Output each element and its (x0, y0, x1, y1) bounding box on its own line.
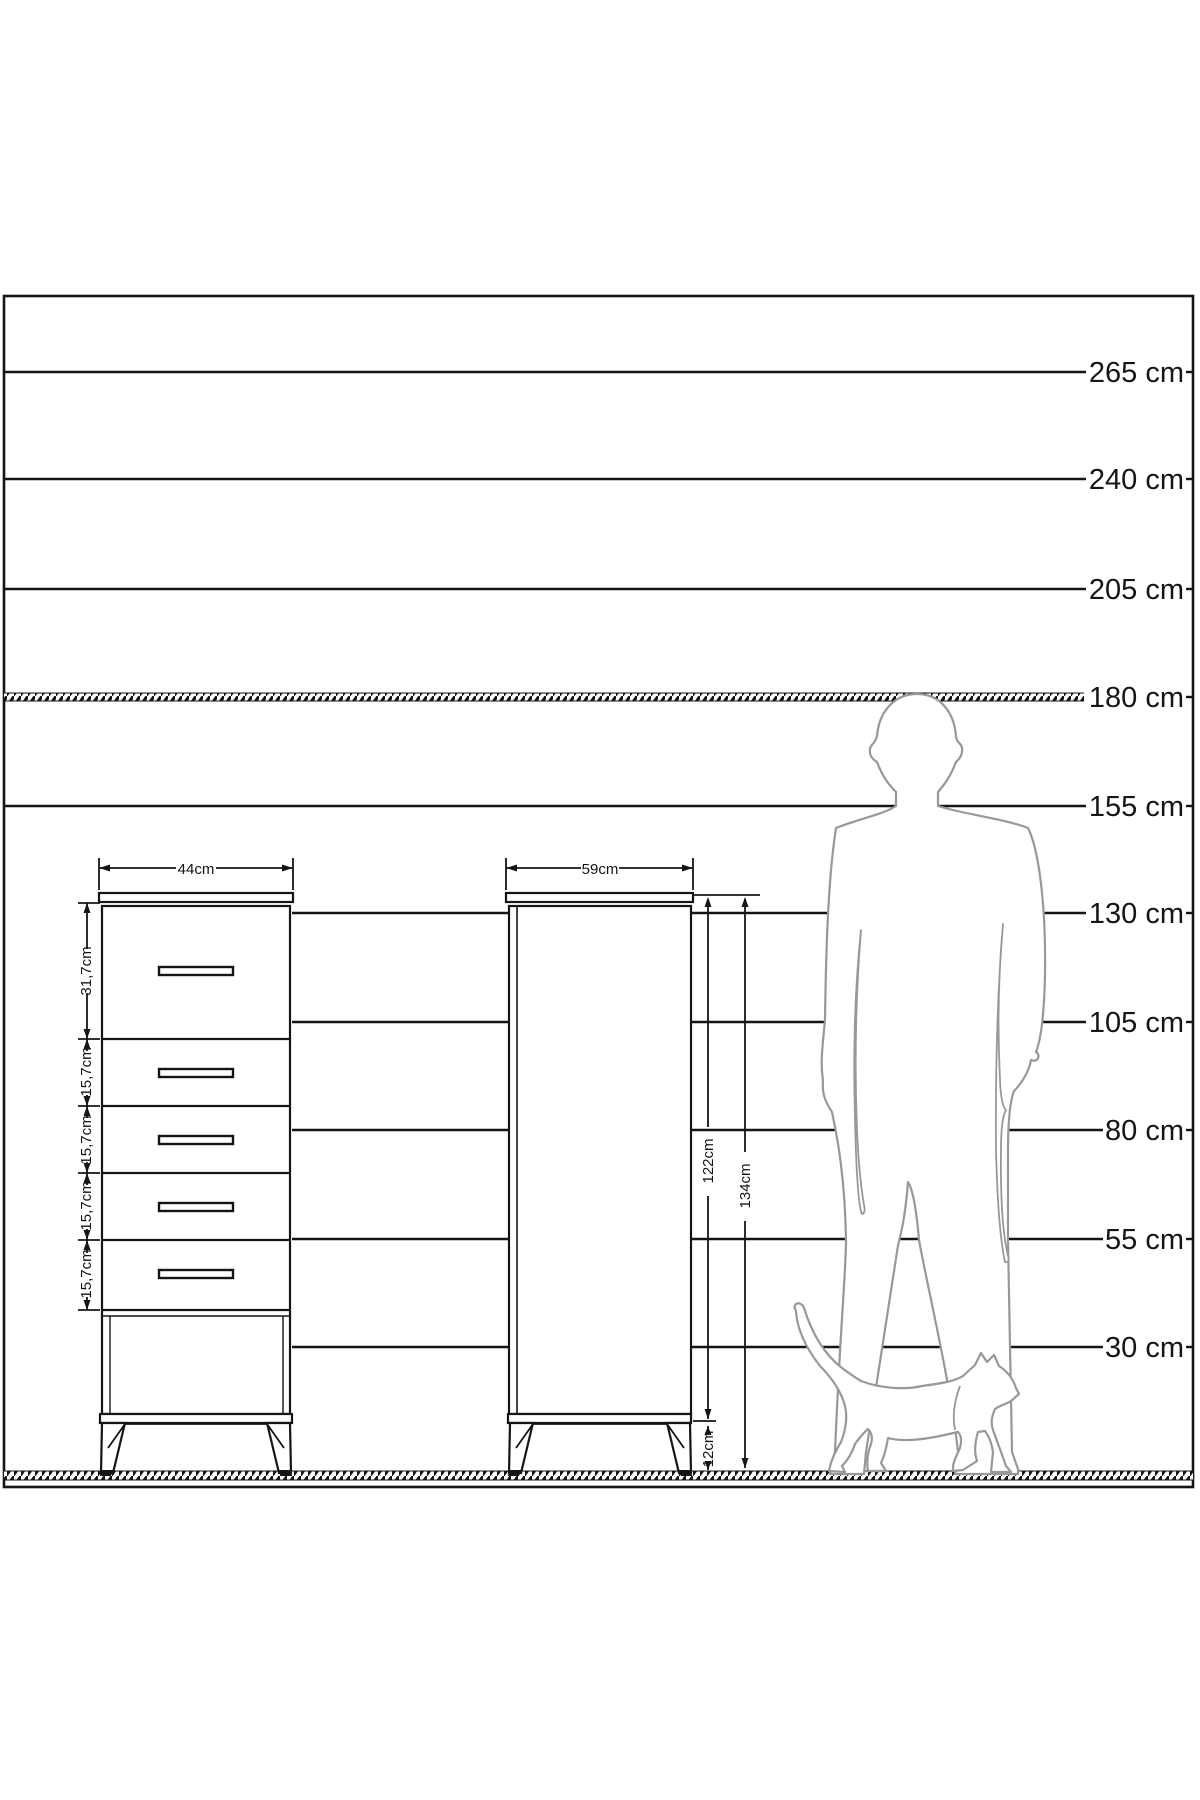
dim-depth-59 (506, 858, 693, 890)
arrow-down-icon (742, 1458, 749, 1468)
arrow-down-icon (705, 1409, 712, 1419)
dim-label-122: 122cm (700, 1138, 717, 1184)
right-cabinet-plinth (508, 1414, 691, 1423)
dim-label-59: 59cm (581, 861, 619, 878)
arrow-up-icon (742, 897, 749, 907)
dim-label-12: 12cm (700, 1430, 717, 1468)
scale-label-265: 265 cm (1088, 357, 1184, 389)
drawer-dim-4: 15,7cm (78, 1181, 95, 1231)
right-cabinet (506, 893, 693, 1476)
drawer-dimension-chain (78, 903, 100, 1310)
human-silhouette (822, 694, 1045, 1474)
left-cabinet-body (102, 906, 290, 1414)
right-cabinet-top-panel (506, 893, 693, 902)
left-cabinet-foot-left (100, 1470, 113, 1476)
drawer-handle-4 (159, 1203, 233, 1211)
left-cabinet (99, 893, 293, 1476)
arrow-right-icon (682, 865, 693, 872)
arrow-down-icon (84, 1029, 91, 1039)
right-cabinet-foot-right (679, 1470, 692, 1476)
drawer-dim-1: 31,7cm (78, 946, 95, 996)
scale-label-30: 30 cm (1105, 1332, 1184, 1364)
drawer-dim-3: 15,7cm (78, 1115, 95, 1165)
height-dimensions (693, 895, 760, 1470)
drawer-handle-1 (159, 967, 233, 975)
scale-label-205: 205 cm (1088, 574, 1184, 606)
drawer-handle-5 (159, 1270, 233, 1278)
drawer-handle-2 (159, 1069, 233, 1077)
scale-label-240: 240 cm (1088, 464, 1184, 496)
arrow-left-icon (506, 865, 517, 872)
arrow-up-icon (84, 1240, 91, 1250)
drawer-dim-2: 15,7cm (78, 1047, 95, 1097)
arrow-up-icon (84, 903, 91, 913)
scale-label-80: 80 cm (1105, 1115, 1184, 1147)
scale-label-155: 155 cm (1088, 791, 1184, 823)
right-cabinet-body (509, 906, 691, 1414)
arrow-up-icon (84, 1106, 91, 1116)
left-cabinet-top-panel (99, 893, 293, 902)
scale-label-130: 130 cm (1088, 898, 1184, 930)
left-cabinet-plinth (100, 1414, 292, 1423)
dim-width-44 (99, 858, 293, 890)
drawer-dim-5: 15,7cm (78, 1249, 95, 1299)
left-cabinet-foot-right (279, 1470, 292, 1476)
right-cabinet-foot-left (508, 1470, 521, 1476)
arrow-down-icon (84, 1300, 91, 1310)
scale-label-55: 55 cm (1105, 1224, 1184, 1256)
arrow-left-icon (99, 865, 110, 872)
drawer-handle-3 (159, 1136, 233, 1144)
dim-label-44: 44cm (177, 861, 215, 878)
dim-label-134: 134cm (737, 1163, 754, 1209)
scale-label-105: 105 cm (1088, 1007, 1184, 1039)
scale-label-180: 180 cm (1088, 682, 1184, 714)
arrow-up-icon (705, 897, 712, 907)
arrow-right-icon (282, 865, 293, 872)
